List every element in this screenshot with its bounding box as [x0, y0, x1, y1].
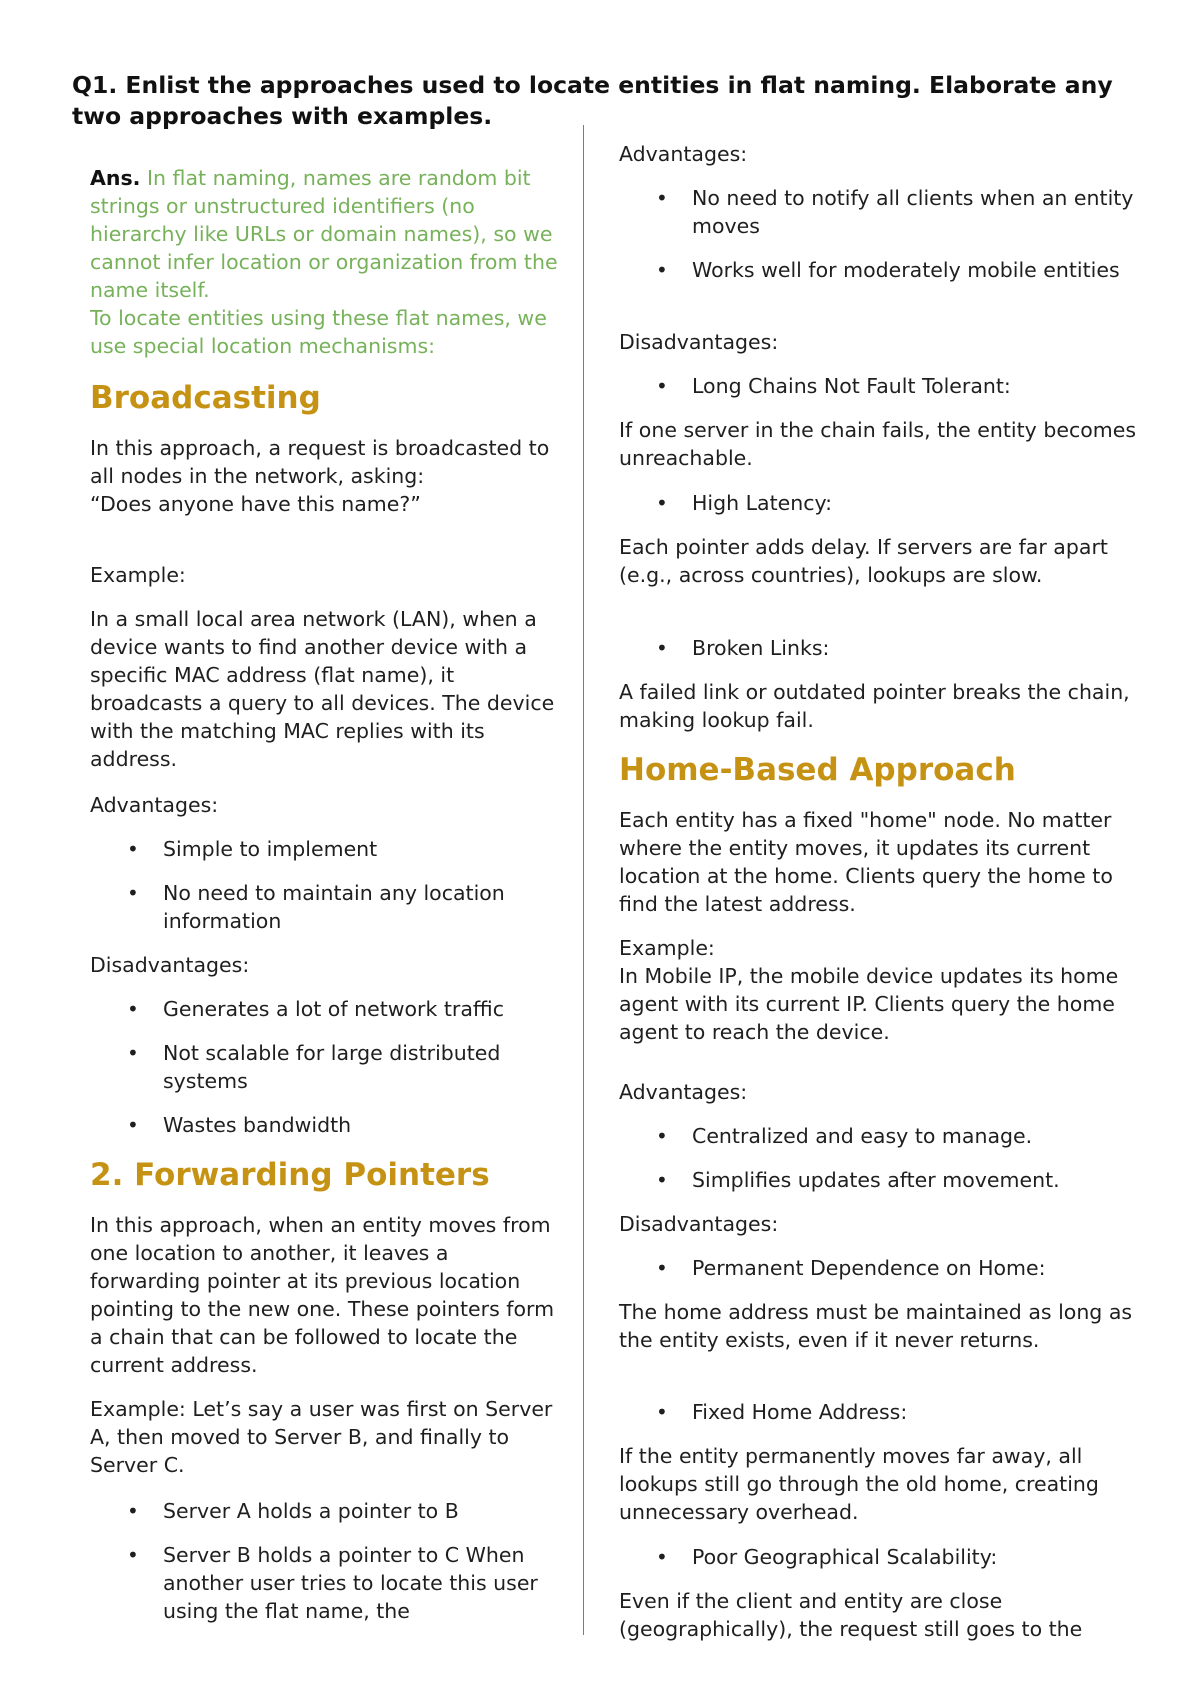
- list-item: • Server A holds a pointer to B: [127, 1499, 459, 1523]
- forwarding-dis-item: [619, 634, 1139, 662]
- list-item: • Works well for moderately mobile entities: [656, 258, 1120, 282]
- list-item: • No need to notify all clients when an entity moves: [656, 186, 1134, 238]
- list-item: • Simple to implement: [127, 837, 378, 861]
- answer-paragraph: [90, 164, 560, 360]
- list-item: • Server B holds a pointer to C When another user tries to locate this user using the flat name, the: [127, 1543, 538, 1623]
- home-disadvantages-label: Disadvantages:: [619, 1212, 779, 1236]
- bullet-icon: •: [127, 1041, 139, 1065]
- broadcasting-disadvantages-list: [90, 995, 560, 1139]
- home-dis-item: [619, 1398, 1139, 1426]
- forwarding-dis-text: If one server in the chain fails, the entity becomes unreachable.: [619, 418, 1137, 470]
- bullet-icon: •: [656, 258, 668, 282]
- column-divider: [583, 125, 584, 1635]
- broadcasting-example-text: In a small local area network (LAN), when a device wants to find another device with a specific MAC address (flat name), it broadcasts a query to all devices. The device with the matching MAC replies with its address.: [90, 607, 555, 771]
- forwarding-heading: 2. Forwarding Pointers: [90, 1157, 490, 1193]
- home-dis-item: [619, 1543, 1139, 1571]
- bullet-icon: •: [656, 491, 668, 515]
- home-advantages-list: [619, 1122, 1139, 1194]
- forwarding-dis-item: [619, 489, 1139, 517]
- list-item: • Fixed Home Address:: [656, 1400, 908, 1424]
- home-example: [619, 934, 1139, 1046]
- bullet-icon: •: [656, 1256, 668, 1280]
- bullet-icon: •: [656, 1124, 668, 1148]
- forwarding-disadvantages-label: Disadvantages:: [619, 330, 779, 354]
- bullet-icon: •: [127, 997, 139, 1021]
- broadcasting-description-text: In this approach, a request is broadcasted to all nodes in the network, asking:: [90, 436, 550, 488]
- answer-label: Ans.: [90, 166, 141, 190]
- list-item: • No need to maintain any location information: [127, 881, 505, 933]
- bullet-icon: •: [127, 881, 139, 905]
- home-dis-item: [619, 1254, 1139, 1282]
- bullet-icon: •: [656, 186, 668, 210]
- home-description: Each entity has a fixed "home" node. No matter where the entity moves, it updates its current location at the home. Clients query the home to find the latest address.: [619, 808, 1113, 916]
- list-item: • Wastes bandwidth: [127, 1113, 352, 1137]
- forwarding-example: Example: Let’s say a user was first on Server A, then moved to Server B, and finally to Server C.: [90, 1397, 553, 1477]
- answer-intro: In flat naming, names are random bit strings or unstructured identifiers (no hierarchy like URLs or domain names), so we cannot infer location or organization from the name itself.: [90, 166, 558, 302]
- list-item: • Not scalable for large distributed systems: [127, 1041, 501, 1093]
- home-advantages-label: Advantages:: [619, 1080, 748, 1104]
- broadcasting-advantages-label: Advantages:: [90, 793, 219, 817]
- bullet-icon: •: [656, 636, 668, 660]
- list-item: • Centralized and easy to manage.: [656, 1124, 1033, 1148]
- bullet-icon: •: [656, 374, 668, 398]
- forwarding-advantages-label: Advantages:: [619, 142, 748, 166]
- broadcasting-example-label: Example:: [90, 563, 186, 587]
- broadcasting-quote: “Does anyone have this name?”: [90, 492, 421, 516]
- bullet-icon: •: [127, 1543, 139, 1567]
- list-item: • Generates a lot of network traffic: [127, 997, 504, 1021]
- home-dis-text: Even if the client and entity are close (geographically), the request still goes to the: [619, 1589, 1083, 1641]
- list-item: • Broken Links:: [656, 636, 830, 660]
- list-item: • High Latency:: [656, 491, 833, 515]
- broadcasting-heading: Broadcasting: [90, 380, 321, 416]
- bullet-icon: •: [127, 837, 139, 861]
- bullet-icon: •: [656, 1168, 668, 1192]
- bullet-icon: •: [656, 1400, 668, 1424]
- home-dis-text: The home address must be maintained as long as the entity exists, even if it never returns.: [619, 1300, 1133, 1352]
- list-item: • Permanent Dependence on Home:: [656, 1256, 1046, 1280]
- forwarding-bullets: [90, 1497, 560, 1625]
- broadcasting-disadvantages-label: Disadvantages:: [90, 953, 250, 977]
- forwarding-advantages-list: [619, 184, 1139, 284]
- bullet-icon: •: [656, 1545, 668, 1569]
- list-item: • Poor Geographical Scalability:: [656, 1545, 998, 1569]
- forwarding-description: In this approach, when an entity moves from one location to another, it leaves a forwarding pointer at its previous location pointing to the new one. These pointers form a chain that can be followed to locate the current address.: [90, 1213, 555, 1377]
- bullet-icon: •: [127, 1499, 139, 1523]
- forwarding-dis-text: A failed link or outdated pointer breaks the chain, making lookup fail.: [619, 680, 1130, 732]
- bullet-icon: •: [127, 1113, 139, 1137]
- home-heading: Home-Based Approach: [619, 752, 1016, 788]
- broadcasting-description: [90, 434, 560, 518]
- forwarding-dis-item: [619, 372, 1139, 400]
- home-dis-text: If the entity permanently moves far away, all lookups still go through the old home, creating unnecessary overhead.: [619, 1444, 1099, 1524]
- question-text: Q1. Enlist the approaches used to locate entities in flat naming. Elaborate any two approaches with examples.: [72, 71, 1113, 130]
- broadcasting-advantages-list: [90, 835, 560, 935]
- list-item: • Simplifies updates after movement.: [656, 1168, 1060, 1192]
- list-item: • Long Chains Not Fault Tolerant:: [656, 374, 1011, 398]
- answer-intro-2: To locate entities using these flat names, we use special location mechanisms:: [90, 306, 547, 358]
- home-example-label: Example:: [619, 936, 715, 960]
- forwarding-dis-text: Each pointer adds delay. If servers are far apart (e.g., across countries), lookups are slow.: [619, 535, 1108, 587]
- home-example-text: In Mobile IP, the mobile device updates its home agent with its current IP. Clients query the home agent to reach the device.: [619, 964, 1119, 1044]
